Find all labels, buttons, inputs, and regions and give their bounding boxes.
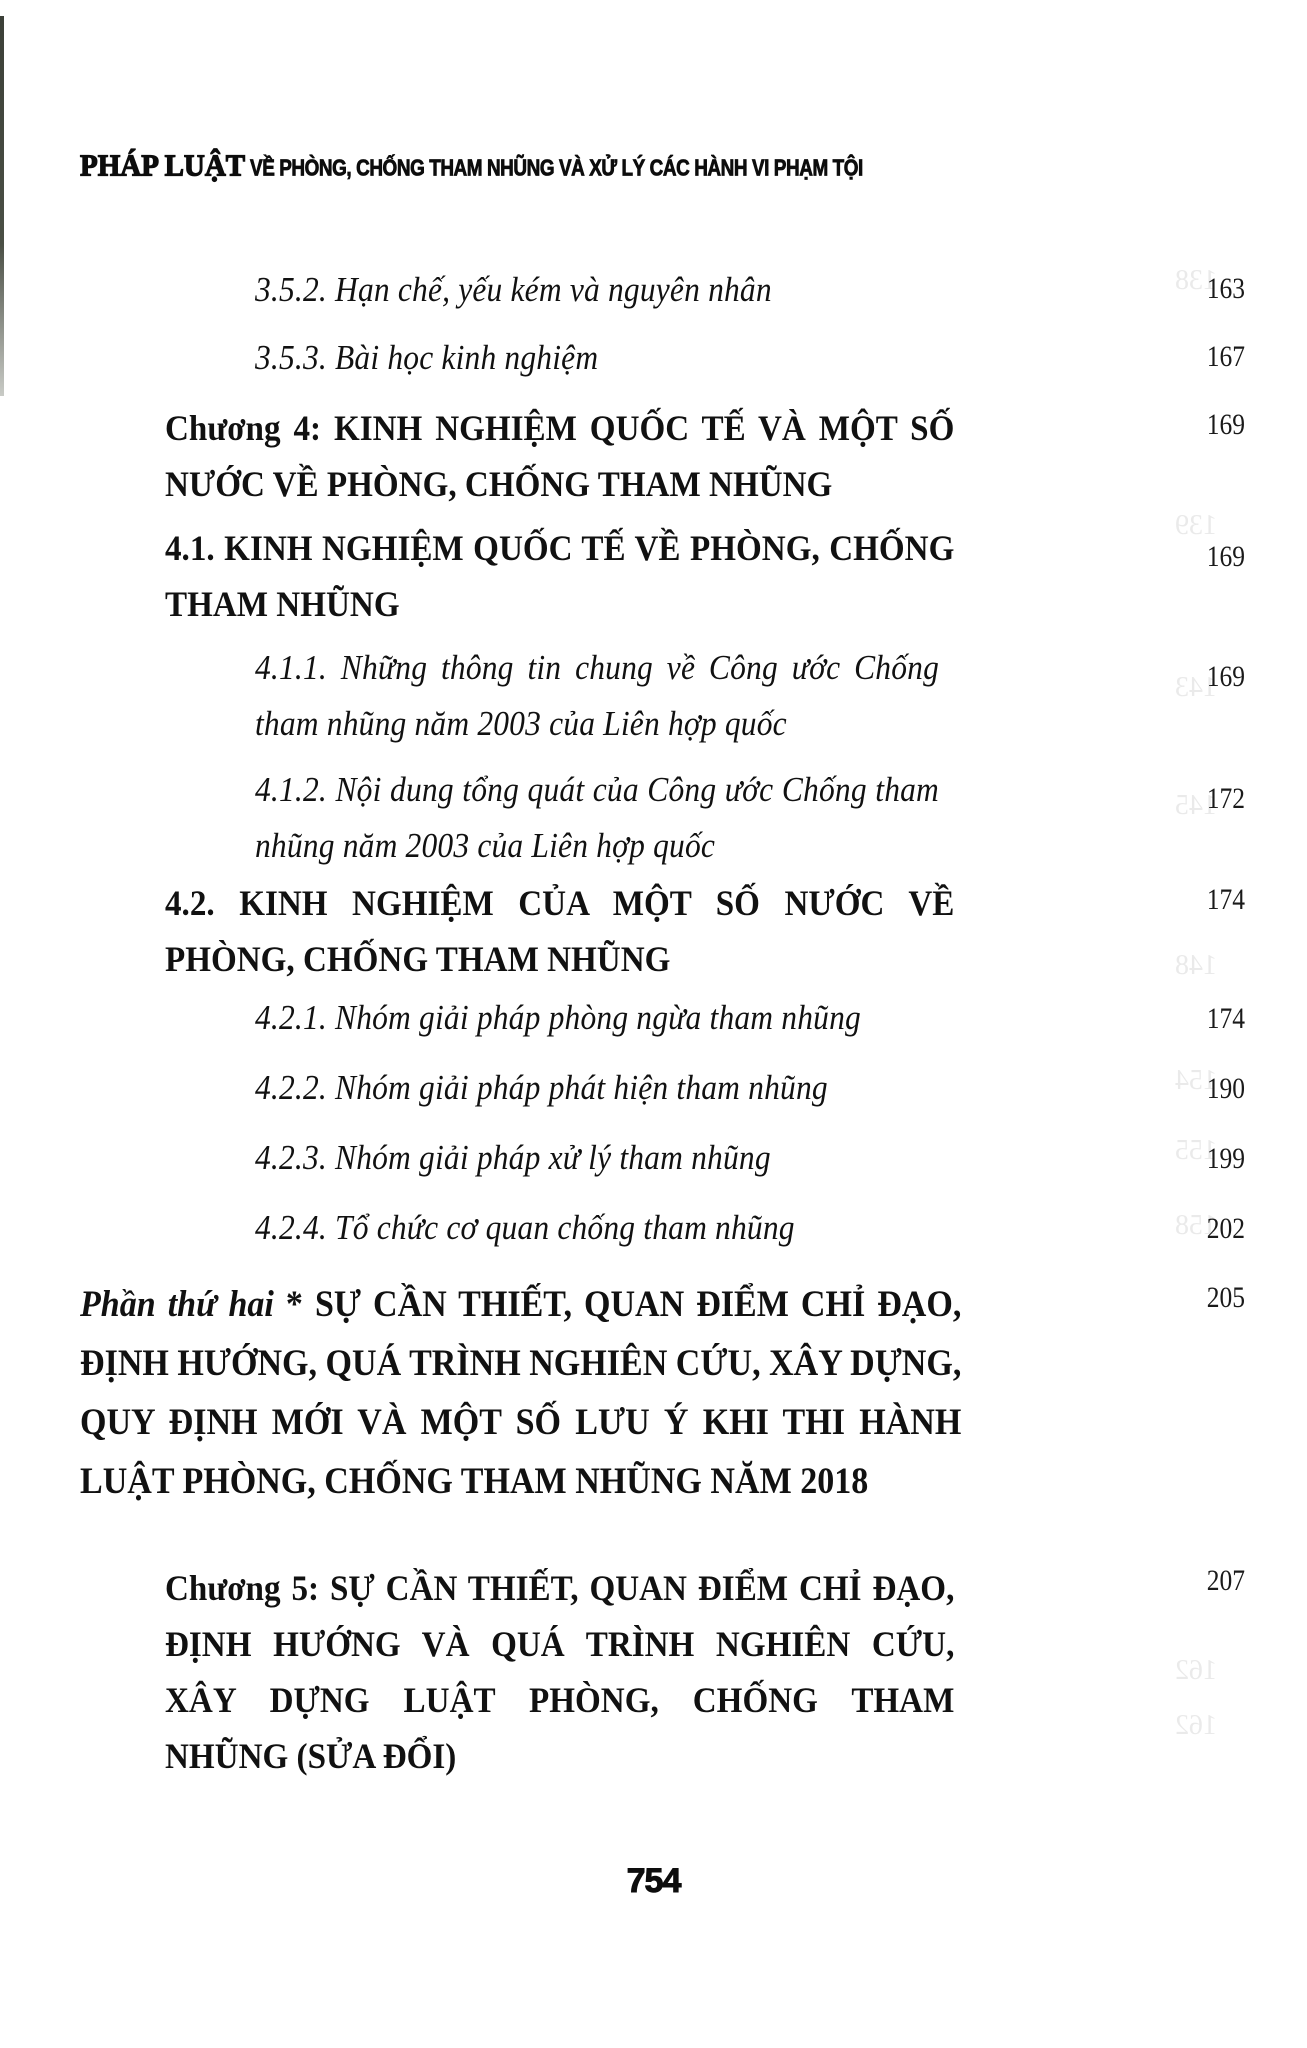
toc-entry-page: 163 bbox=[1206, 272, 1245, 305]
toc-entry-title bbox=[80, 1275, 961, 1511]
toc-entry-title: Chương 5: SỰ CẦN THIẾT, QUAN ĐIỂM CHỈ ĐẠO, ĐỊNH HƯỚNG VÀ QUÁ TRÌNH NGHIÊN CỨU, XÂY DỰNG LUẬT PHÒNG, CHỐNG THAM NHŨNG (SỬA ĐỔI) bbox=[165, 1568, 955, 1776]
show-through-ghost: 145 bbox=[1175, 790, 1217, 821]
toc-entry-3-5-3[interactable] bbox=[255, 330, 1245, 386]
toc-entry-4-2[interactable] bbox=[165, 875, 1245, 987]
toc-entry-title: 4.2.1. Nhóm giải pháp phòng ngừa tham nhũng bbox=[255, 998, 861, 1037]
toc-entry-4-1-1[interactable] bbox=[255, 640, 1245, 752]
toc-entry-4-2-1[interactable] bbox=[255, 990, 1245, 1046]
show-through-ghost: 162 bbox=[1175, 1655, 1217, 1686]
toc-entry-title: 4.2.4. Tổ chức cơ quan chống tham nhũng bbox=[255, 1208, 795, 1247]
show-through-ghost: 162 bbox=[1175, 1710, 1217, 1741]
toc-entry-title: 3.5.2. Hạn chế, yếu kém và nguyên nhân bbox=[255, 270, 772, 309]
show-through-ghost: 158 bbox=[1175, 1210, 1217, 1241]
toc-entry-page: 169 bbox=[1206, 540, 1245, 573]
toc-entry-4-2-3[interactable] bbox=[255, 1130, 1245, 1186]
running-header-lead: PHÁP LUẬT bbox=[80, 149, 246, 183]
toc-entry-4-1[interactable] bbox=[165, 520, 1245, 632]
running-header-rest: VỀ PHÒNG, CHỐNG THAM NHŨNG VÀ XỬ LÝ CÁC HÀNH VI PHẠM TỘI bbox=[249, 154, 863, 181]
toc-entry-page: 172 bbox=[1206, 782, 1245, 815]
toc-entry-page: 174 bbox=[1206, 883, 1245, 916]
toc-entry-4-2-2[interactable] bbox=[255, 1060, 1245, 1116]
part-lead-label: Phần thứ hai bbox=[80, 1284, 274, 1325]
toc-entry-page: 167 bbox=[1206, 340, 1245, 373]
part-title-text: * SỰ CẦN THIẾT, QUAN ĐIỂM CHỈ ĐẠO, ĐỊNH HƯỚNG, QUÁ TRÌNH NGHIÊN CỨU, XÂY DỰNG, QUY ĐỊNH MỚI VÀ MỘT SỐ LƯU Ý KHI THI HÀNH LUẬT PHÒNG, CHỐNG THAM NHŨNG NĂM 2018 bbox=[80, 1284, 962, 1502]
show-through-ghost: 138 bbox=[1175, 265, 1217, 296]
toc-entry-title: 4.2.2. Nhóm giải pháp phát hiện tham nhũng bbox=[255, 1068, 828, 1107]
toc-entry-title: Chương 4: KINH NGHIỆM QUỐC TẾ VÀ MỘT SỐ NƯỚC VỀ PHÒNG, CHỐNG THAM NHŨNG bbox=[165, 408, 955, 504]
toc-entry-page: 207 bbox=[1206, 1564, 1245, 1597]
show-through-ghost: 139 bbox=[1175, 510, 1217, 541]
toc-entry-page: 169 bbox=[1206, 408, 1245, 441]
toc-entry-part-2[interactable] bbox=[80, 1275, 1245, 1511]
toc-entry-3-5-2[interactable] bbox=[255, 262, 1245, 318]
toc-entry-title: 4.2. KINH NGHIỆM CỦA MỘT SỐ NƯỚC VỀ PHÒNG, CHỐNG THAM NHŨNG bbox=[165, 883, 955, 979]
toc-entry-4-1-2[interactable] bbox=[255, 762, 1245, 874]
toc-entry-title: 3.5.3. Bài học kinh nghiệm bbox=[255, 338, 599, 377]
toc-entry-page: 199 bbox=[1206, 1142, 1245, 1175]
show-through-ghost: 148 bbox=[1175, 950, 1217, 981]
toc-entry-page: 202 bbox=[1206, 1212, 1245, 1245]
toc-entry-4-2-4[interactable] bbox=[255, 1200, 1245, 1256]
toc-entry-title: 4.1.2. Nội dung tổng quát của Công ước Chống tham nhũng năm 2003 của Liên hợp quốc bbox=[255, 770, 939, 865]
show-through-ghost: 154 bbox=[1175, 1065, 1217, 1096]
show-through-ghost: 143 bbox=[1175, 672, 1217, 703]
toc-entry-page: 205 bbox=[1206, 1281, 1245, 1314]
toc-entry-title: 4.2.3. Nhóm giải pháp xử lý tham nhũng bbox=[255, 1138, 771, 1177]
toc-entry-chapter-4[interactable] bbox=[165, 400, 1245, 512]
toc-entry-page: 174 bbox=[1206, 1002, 1245, 1035]
page-number: 754 bbox=[626, 1862, 681, 1900]
toc-entry-title: 4.1.1. Những thông tin chung về Công ước Chống tham nhũng năm 2003 của Liên hợp quốc bbox=[255, 648, 939, 743]
toc-entry-title: 4.1. KINH NGHIỆM QUỐC TẾ VỀ PHÒNG, CHỐNG THAM NHŨNG bbox=[165, 528, 955, 624]
show-through-ghost: 155 bbox=[1175, 1135, 1217, 1166]
toc-entry-page: 169 bbox=[1206, 660, 1245, 693]
toc-entry-chapter-5[interactable] bbox=[165, 1560, 1245, 1784]
toc-entry-page: 190 bbox=[1206, 1072, 1245, 1105]
